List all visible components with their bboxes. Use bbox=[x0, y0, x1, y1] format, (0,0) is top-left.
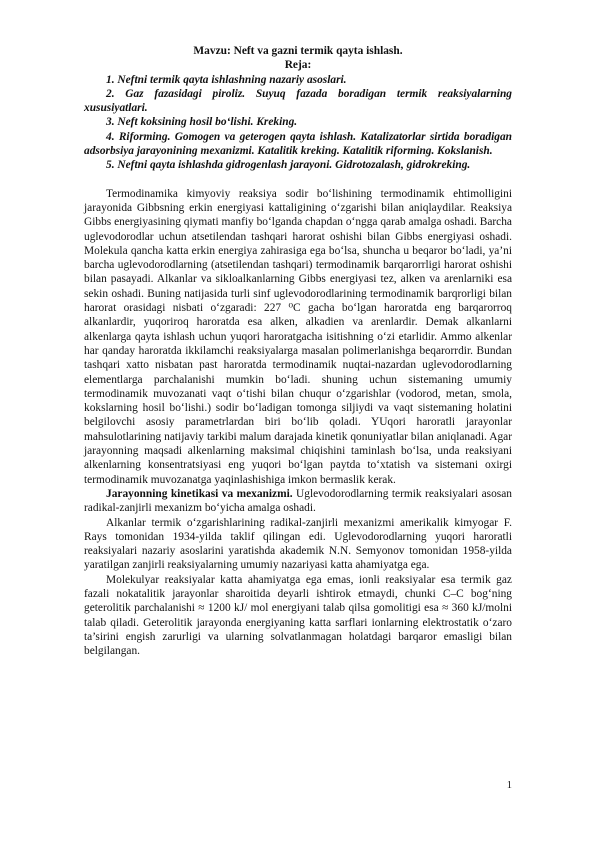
plan-item: 1. Neftni termik qayta ishlashning nazariy asoslari. bbox=[106, 73, 347, 86]
page-number: 1 bbox=[506, 780, 512, 791]
body-paragraph: Alkanlar termik o‘zgarishlarining radikal-zanjirli mexanizmi amerikalik kimyogar F. Rays tomonidan 1934-yilda taklif qilingan edi. Uglevodorodlarning yuqori haroratli reaksiyalari nazariy asoslarini yaratishda akademik N.N. Semyonov tomonidan 1958-yilda yaratilgan zanjirli reaksiyalarning umumiy nazariyasi katta ahamiyatga ega. bbox=[84, 516, 512, 572]
plan-item: 5. Neftni qayta ishlashda gidrogenlash jarayoni. Gidrotozalash, gidrokreking. bbox=[106, 159, 471, 172]
plan-item: 4. Riforming. Gomogen va geterogen qayta ishlash. Katalizatorlar sirtida boradigan adsorbsiya jarayonining mexanizmi. Katalitik kreking. Katalitik riforming. Kokslanish. bbox=[84, 130, 512, 158]
kinetics-text: Uglevodorodlarning termik reaksiyalari asosan radikal-zanjirli mexanizm bo‘yicha amalga oshadi. bbox=[84, 487, 512, 515]
body-paragraph: Termodinamika kimyoviy reaksiya sodir bo‘lishining termodinamik ehtimolligini jarayonida Gibbsning erkin energiyasi kattaligining o‘zgarishi bilan aniqlaydilar. Reaksiya Gibbs energiyasining qiymati manfiy bo‘lganda chapdan o‘ngga qarab amalga oshadi. Barcha uglevodorodlar uchun atsetilendan tashqari harorat oshishi bilan Gibbs energiyasi oshadi. Molekula qancha katta erkin energiya zahirasiga ega bo‘lsa, shuncha u beqaror bo‘ladi, ya’ni barcha uglevodorodlarning (atsetilendan tashqari) termodinamik barqarorrligi harorat oshishi bilan pasayadi. Alkanlar va sikloalkanlarning Gibbs energiyasi tez, alken va arenlarniki esa sekin oshadi. Buning natijasida turli sinf uglevodorodlarining termodinamik barqrorligi bilan harorat orasidagi nisbati o‘zgaradi: 227 ⁰C gacha bo‘lgan haroratda eng barqarorroq alkanlardir, yuqoriroq haroratda esa alken, alkadien va arenlardir. Demak alkanlarni alkenlarga qayta ishlash uchun yuqori haroratgacha isitishning o‘zi etarlidir. Ammo alkenlar har qanday haroratda ikkilamchi reaksiyalarga masalan polimerlanishga beqarorrdir. Bundan tashqari xatto nisbatan past haroratda termodinamik nuqtai-nazardan uglevodorodlarning elementlarga parchalanishi mumkin bo‘ladi. shuning uchun sistemaning umumiy termodinamik muvozanati vaqt o‘tishi bilan chuqur o‘zgarishlar (vodorod, metan, smola, kokslarning hosil bo‘lishi.) sodir bo‘ladigan tomonga siljiydi va vaqt sistemaning holatini belgilovchi asosiy parametrlardan biri bo‘lib qoladi. YUqori haroratli jarayonlar mahsulotlarining natijaviy tarkibi malum darajada kinetik qonuniyatlar bilan aniqlanadi. Agar jarayonning maqsadi alkenlarning maksimal chiqishini taminlash bo‘lsa, unda reaksiyani alkenlarning konsentratsiyasi eng yuqori bo‘lgan paytda to‘xtatish va sistemani oxirgi termodinamik muvozanatga yaqinlashishiga imkon bermaslik kerak. bbox=[84, 187, 512, 486]
document-title: Mavzu: Neft va gazni termik qayta ishlash. bbox=[193, 45, 403, 57]
kinetics-heading: Jarayonning kinetikasi va mexanizmi. bbox=[106, 487, 293, 500]
plan-item: 3. Neft koksining hosil bo‘lishi. Kreking. bbox=[106, 116, 298, 129]
document-body bbox=[84, 44, 512, 658]
body-paragraph: Molekulyar reaksiyalar katta ahamiyatga ega emas, ionli reaksiyalar esa termik gaz fazali nokatalitik jarayonlar sharoitida deyarli ishtirok etmaydi, chunki C–C bog‘ning geterolitik parchalanishi ≈ 1200 kJ/ mol energiyani talab qilsa gomolitigi esa ≈ 360 kJ/molni talab qiladi. Geterolitik jarayonda energiyaning katta sarflari ionlarning elektrostatik o‘zaro ta’sirini engish zarurligi va ularning solvatlanmagan holatdagi barqaror emasligi bilan belgilangan. bbox=[84, 573, 512, 658]
plan-heading: Reja: bbox=[284, 59, 312, 72]
section-spacer bbox=[84, 173, 512, 187]
plan-item: 2. Gaz fazasidagi piroliz. Suyuq fazada boradigan termik reaksiyalarning xususiyatlari. bbox=[84, 87, 512, 115]
plan-list bbox=[84, 73, 512, 173]
kinetics-paragraph bbox=[84, 487, 512, 516]
